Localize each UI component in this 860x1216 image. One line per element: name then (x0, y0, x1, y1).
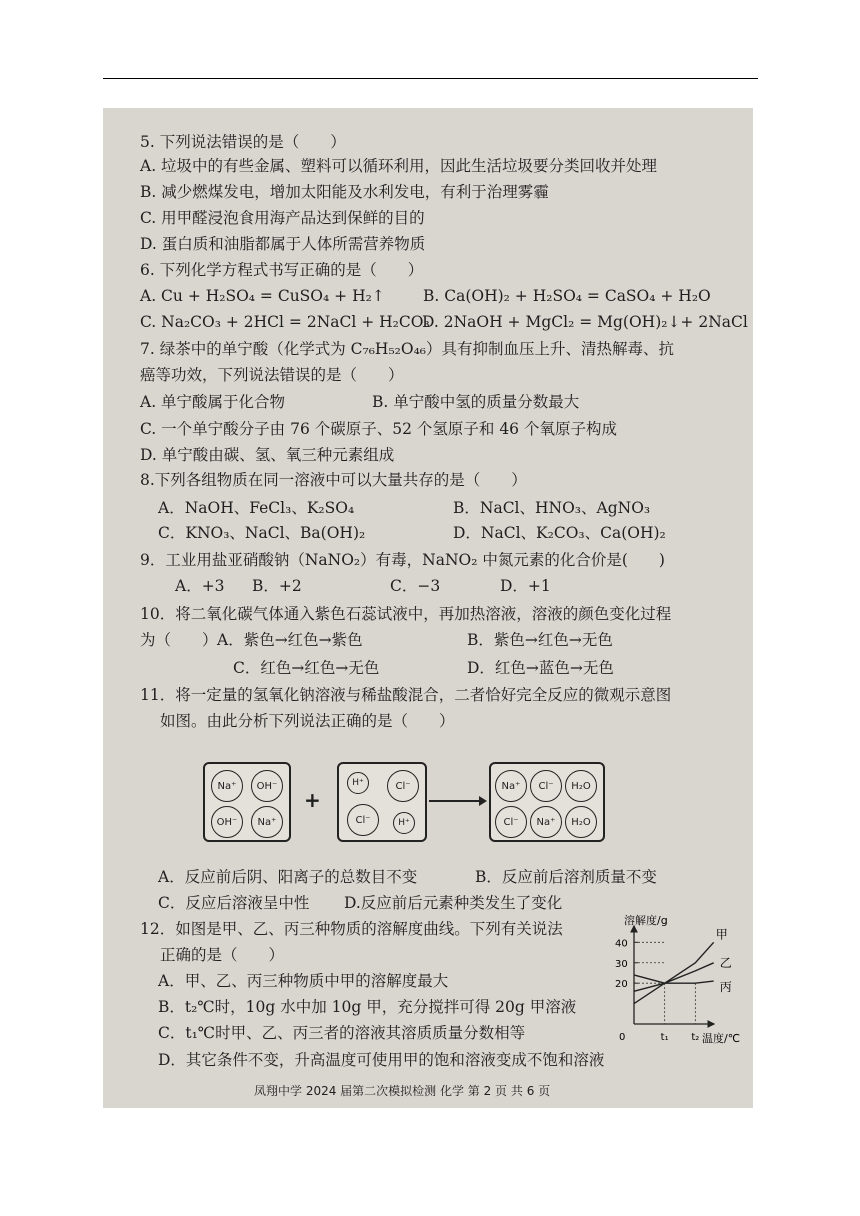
product-box (489, 762, 605, 842)
series-label: 丙 (719, 980, 732, 995)
q9-option-c: C．−3 (390, 577, 441, 595)
ion-cl-minus: Cl⁻ (347, 804, 379, 836)
q8-option-a: A．NaOH、FeCl₃、K₂SO₄ (158, 499, 355, 517)
y-tick-label: 20 (615, 979, 628, 991)
water-molecule: H₂O (565, 806, 597, 838)
series-line-1 (634, 942, 714, 1003)
ion-na-plus: Na⁺ (211, 770, 243, 802)
q12-stem-line1: 12．如图是甲、乙、丙三种物质的溶解度曲线。下列有关说法 (140, 920, 563, 938)
ion-na-plus: Na⁺ (251, 806, 283, 838)
q7-option-b: B. 单宁酸中氢的质量分数最大 (372, 393, 580, 411)
q6-option-c: C. Na₂CO₃ + 2HCl = 2NaCl + H₂CO₃ (140, 313, 430, 331)
header-rule (103, 78, 758, 79)
q7-stem-line1: 7. 绿茶中的单宁酸（化学式为 C₇₆H₅₂O₄₆）具有抑制血压上升、清热解毒、抗 (140, 340, 675, 358)
q5-option-c: C. 用甲醛浸泡食用海产品达到保鲜的目的 (140, 209, 425, 227)
reaction-arrow (429, 800, 485, 802)
q10-option-d: D．红色→蓝色→无色 (467, 659, 614, 677)
ion-cl-minus: Cl⁻ (495, 806, 527, 838)
q8-option-d: D．NaCl、K₂CO₃、Ca(OH)₂ (453, 524, 666, 542)
ion-na-plus: Na⁺ (530, 806, 562, 838)
x-axis-label: 温度/℃ (702, 1032, 741, 1045)
solubility-chart (612, 912, 750, 1052)
q9-option-a: A．+3 (175, 577, 225, 595)
reactant-hcl-box (337, 762, 427, 842)
q6-option-b: B. Ca(OH)₂ + H₂SO₄ = CaSO₄ + H₂O (423, 287, 711, 305)
q11-option-c: C．反应后溶液呈中性 (158, 894, 310, 912)
q12-option-d: D．其它条件不变，升高温度可使用甲的饱和溶液变成不饱和溶液 (158, 1051, 605, 1069)
q12-option-c: C．t₁℃时甲、乙、丙三者的溶液其溶质质量分数相等 (158, 1024, 526, 1042)
q6-option-a: A. Cu + H₂SO₄ = CuSO₄ + H₂↑ (140, 287, 385, 305)
ion-oh-minus: OH⁻ (251, 770, 283, 802)
q7-option-c: C. 一个单宁酸分子由 76 个碳原子、52 个氢原子和 46 个氧原子构成 (140, 420, 617, 438)
q5-option-b: B. 减少燃煤发电，增加太阳能及水利发电，有利于治理雾霾 (140, 183, 549, 201)
q11-stem-line1: 11．将一定量的氢氧化钠溶液与稀盐酸混合，二者恰好完全反应的微观示意图 (140, 686, 672, 704)
reaction-diagram (203, 762, 603, 842)
ion-cl-minus: Cl⁻ (530, 770, 562, 802)
q5-option-d: D. 蛋白质和油脂都属于人体所需营养物质 (140, 235, 426, 253)
ion-cl-minus: Cl⁻ (387, 770, 419, 802)
y-tick-label: 30 (615, 958, 628, 970)
ion-oh-minus: OH⁻ (211, 806, 243, 838)
x-tick-label: t₁ (660, 1032, 669, 1043)
q8-option-b: B．NaCl、HNO₃、AgNO₃ (453, 499, 651, 517)
ion-na-plus: Na⁺ (495, 770, 527, 802)
q10-option-c: C．红色→红色→无色 (233, 659, 380, 677)
q11-option-a: A．反应前后阴、阳离子的总数目不变 (158, 868, 418, 886)
q12-option-a: A．甲、乙、丙三种物质中甲的溶解度最大 (158, 972, 449, 990)
q11-option-d: D.反应前后元素种类发生了变化 (344, 894, 563, 912)
q7-option-a: A. 单宁酸属于化合物 (140, 393, 286, 411)
plus-sign: + (304, 788, 321, 812)
page-footer: 凤翔中学 2024 届第二次模拟检测 化学 第 2 页 共 6 页 (254, 1084, 551, 1098)
ion-h-plus: H⁺ (393, 812, 415, 834)
origin-label: 0 (619, 1032, 626, 1043)
reactant-naoh-box (203, 762, 291, 842)
q11-stem-line2: 如图。由此分析下列说法正确的是（ ） (160, 712, 455, 730)
water-molecule: H₂O (565, 770, 597, 802)
series-label: 乙 (719, 955, 732, 970)
q5-stem: 5. 下列说法错误的是（ ） (140, 133, 346, 151)
q11-option-b: B．反应前后溶剂质量不变 (475, 868, 657, 886)
q10-option-b: B．紫色→红色→无色 (467, 631, 613, 649)
q9-stem: 9．工业用盐亚硝酸钠（NaNO₂）有毒，NaNO₂ 中氮元素的化合价是( ) (140, 551, 665, 569)
q7-stem-line2: 癌等功效，下列说法错误的是（ ） (140, 366, 404, 384)
q10-stem-line2: 为（ ） (140, 631, 218, 649)
ion-h-plus: H⁺ (347, 772, 369, 794)
y-tick-label: 40 (615, 938, 628, 950)
q8-stem: 8.下列各组物质在同一溶液中可以大量共存的是（ ） (140, 471, 527, 489)
series-label: 甲 (715, 927, 728, 942)
y-axis-label: 溶解度/g (624, 914, 668, 927)
q9-option-b: B．+2 (252, 577, 302, 595)
q10-stem-line1: 10．将二氧化碳气体通入紫色石蕊试液中，再加热溶液，溶液的颜色变化过程 (140, 605, 672, 623)
q6-stem: 6. 下列化学方程式书写正确的是（ ） (140, 261, 424, 279)
q8-option-c: C．KNO₃、NaCl、Ba(OH)₂ (158, 524, 366, 542)
x-tick-label: t₂ (691, 1032, 700, 1043)
q10-option-a: A．紫色→红色→紫色 (217, 631, 363, 649)
q6-option-d: D. 2NaOH + MgCl₂ = Mg(OH)₂↓+ 2NaCl (422, 313, 748, 331)
q9-option-d: D．+1 (500, 577, 551, 595)
q7-option-d: D. 单宁酸由碳、氢、氧三种元素组成 (140, 446, 395, 464)
q12-option-b: B．t₂℃时，10g 水中加 10g 甲，充分搅拌可得 20g 甲溶液 (158, 998, 577, 1016)
q12-stem-line2: 正确的是（ ） (160, 946, 285, 964)
q5-option-a: A. 垃圾中的有些金属、塑料可以循环利用，因此生活垃圾要分类回收并处理 (140, 157, 658, 175)
